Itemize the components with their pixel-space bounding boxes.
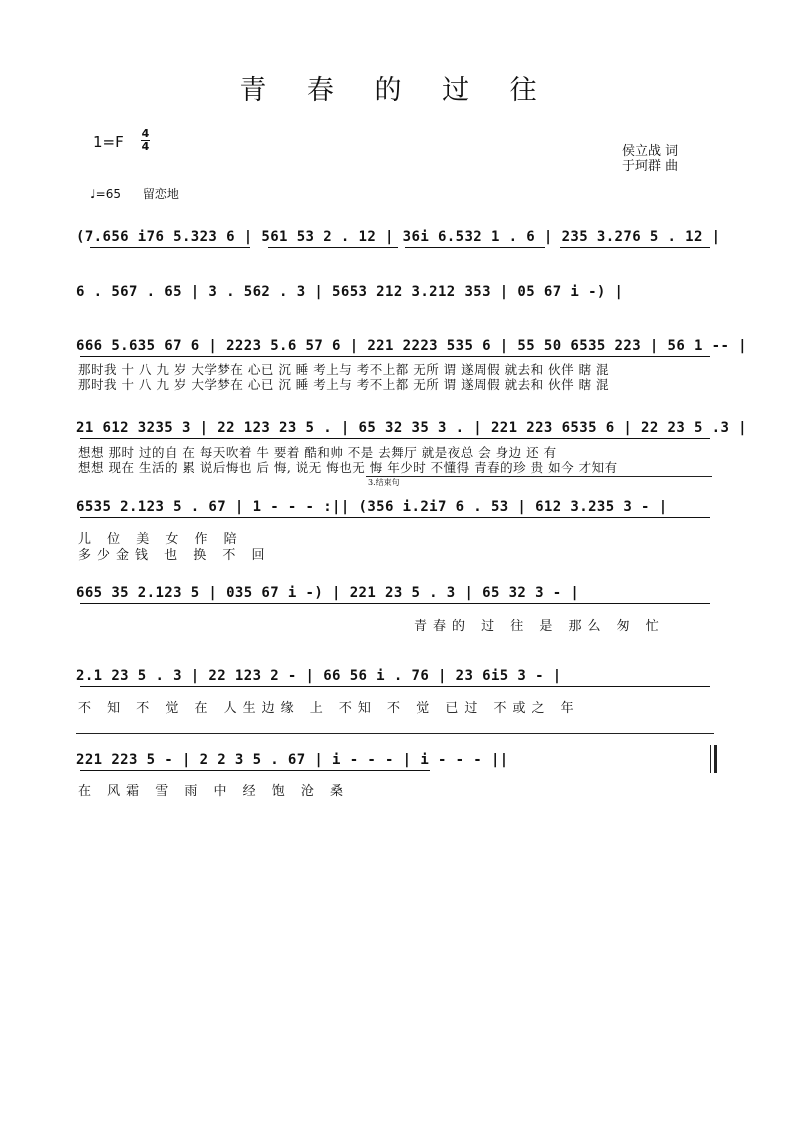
- staff-system-8: 221 223 5 - | 2 2 3 5 . 67 | i - - - | i - - - ||: [76, 752, 509, 768]
- final-barline-thin: [710, 745, 711, 773]
- tempo-value: ♩=65: [90, 187, 121, 201]
- staff-system-5: 6535 2.123 5 . 67 | 1 - - - :|| (356 i.2i7 6 . 53 | 612 3.235 3 - |: [76, 499, 668, 515]
- lyrics-system-3-verse-1: 那时我 十 八 九 岁 大学梦在 心已 沉 睡 考上与 考不上都 无所 谓 遂周假 就去和 伙伴 瞎 混: [78, 362, 610, 377]
- staff-system-2: 6 . 567 . 65 | 3 . 562 . 3 | 5653 212 3.212 353 | 05 67 i -) |: [76, 284, 624, 300]
- lyricist-credit: 侯立战 词: [622, 144, 679, 159]
- lyrics-system-4-verse-2: 想想 现在 生活的 累 说后悔也 后 悔, 说无 悔也无 悔 年少时 不懂得 青春的珍 贵 如今 才知有: [78, 460, 618, 475]
- time-signature: [141, 128, 150, 153]
- time-signature-bottom: 4: [141, 140, 150, 153]
- expression-marking: 留恋地: [142, 187, 179, 201]
- beam-line: [268, 247, 398, 248]
- beam-line: [80, 356, 710, 357]
- beam-line: [80, 603, 710, 604]
- beam-line: [405, 247, 545, 248]
- lyrics-system-5-verse-1: 儿 位 美 女 作 陪: [78, 532, 243, 547]
- song-title: 青 春 的 过 往: [239, 75, 553, 106]
- volta-bracket: [366, 476, 712, 477]
- tempo-marking: [90, 185, 179, 202]
- beam-line: [560, 247, 710, 248]
- staff-system-6: 665 35 2.123 5 | 035 67 i -) | 221 23 5 . 3 | 65 32 3 - |: [76, 585, 580, 601]
- beam-line: [90, 247, 250, 248]
- lyrics-system-5-verse-2: 多少金钱 也 换 不 回: [78, 548, 271, 563]
- lyrics-system-4-verse-1: 想想 那时 过的自 在 每天吹着 牛 要着 酷和帅 不是 去舞厅 就是夜总 会 身边 还 有: [78, 445, 557, 460]
- lyrics-system-6: 青春的 过 往 是 那么 匆 忙: [414, 619, 665, 634]
- lyrics-system-8: 在 风霜 雪 雨 中 经 饱 沧 桑: [78, 784, 350, 799]
- lyrics-system-7: 不 知 不 觉 在 人生边缘 上 不知 不 觉 已过 不或之 年: [78, 701, 580, 716]
- key-signature: 1=F: [93, 133, 124, 151]
- beam-line: [80, 438, 710, 439]
- lyrics-system-3-verse-2: 那时我 十 八 九 岁 大学梦在 心已 沉 睡 考上与 考不上都 无所 谓 遂周假 就去和 伙伴 瞎 混: [78, 377, 610, 392]
- composer-credit: 于珂群 曲: [622, 159, 679, 174]
- staff-system-4: 21 612 3235 3 | 22 123 23 5 . | 65 32 35 3 . | 221 223 6535 6 | 22 23 5 .3 |: [76, 420, 747, 436]
- staff-system-1: (7.656 i76 5.323 6 | 561 53 2 . 12 | 36i 6.532 1 . 6 | 235 3.276 5 . 12 |: [76, 229, 721, 245]
- staff-system-7: 2.1 23 5 . 3 | 22 123 2 - | 66 56 i . 76 | 23 6i5 3 - |: [76, 668, 562, 684]
- staff-system-3: 666 5.635 67 6 | 2223 5.6 57 6 | 221 2223 535 6 | 55 50 6535 223 | 56 1 -- |: [76, 338, 747, 354]
- beam-line: [80, 517, 710, 518]
- final-barline-thick: [714, 745, 717, 773]
- beam-line: [80, 770, 430, 771]
- beam-line: [80, 686, 710, 687]
- time-signature-top: 4: [141, 127, 150, 140]
- volta-label: 3.结束句: [368, 478, 400, 487]
- staff-top-rule: [76, 733, 714, 734]
